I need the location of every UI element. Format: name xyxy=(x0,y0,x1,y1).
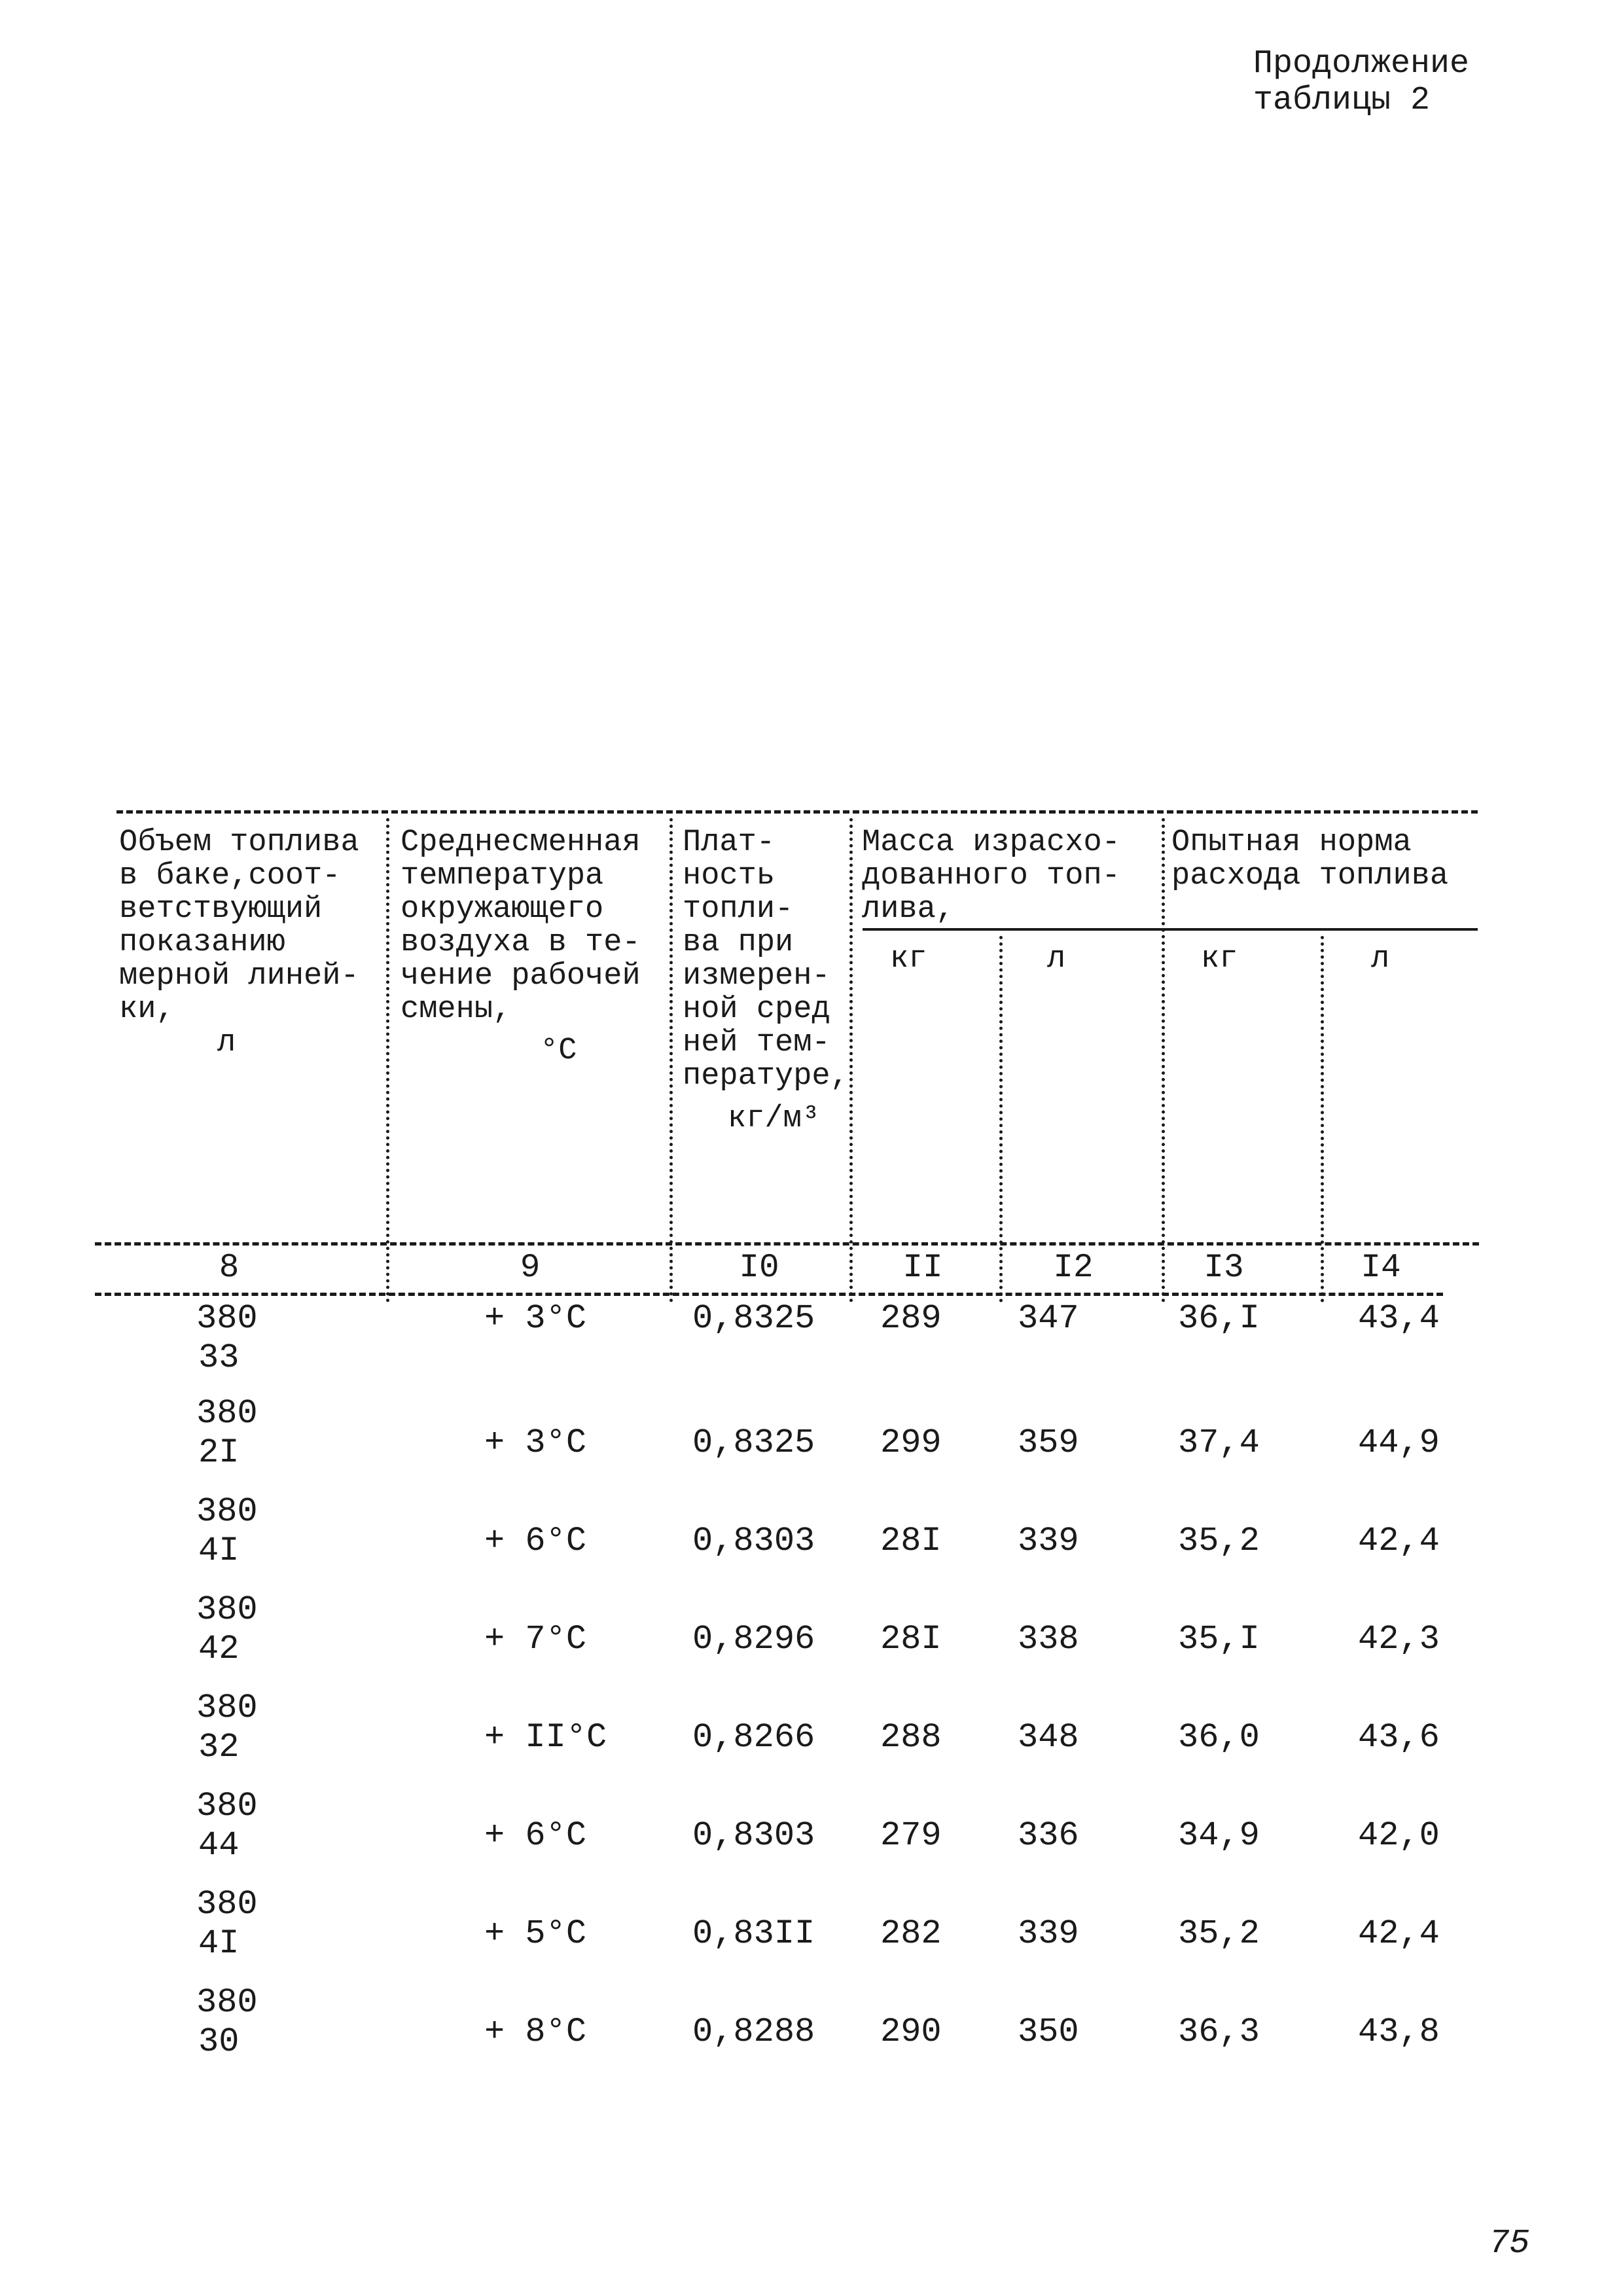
mass-kg-cell: 279 xyxy=(880,1816,942,1855)
fuel-volume-bottom: 32 xyxy=(198,1728,240,1767)
mass-kg-cell: 282 xyxy=(880,1914,942,1953)
mass-l-cell: 339 xyxy=(1018,1914,1079,1953)
col-separator xyxy=(999,936,1003,1302)
mass-l-cell: 359 xyxy=(1018,1424,1079,1462)
temperature-cell: + 3°С xyxy=(484,1299,587,1338)
norm-l-cell: 44,9 xyxy=(1358,1424,1440,1462)
density-cell: 0,8325 xyxy=(692,1424,815,1462)
column-number-12: I2 xyxy=(1053,1249,1094,1287)
column-numbers-bottom-rule xyxy=(95,1293,1443,1296)
col-separator xyxy=(1321,936,1324,1302)
header-fuel-volume: Объем топлива в баке,соот- ветствующий показанию мерной линей- ки, xyxy=(119,825,359,1027)
subheader-norm-kg: кг xyxy=(1201,942,1238,977)
column-number-8: 8 xyxy=(219,1249,240,1287)
mass-l-cell: 336 xyxy=(1018,1816,1079,1855)
col-separator xyxy=(386,818,389,1302)
column-number-9: 9 xyxy=(520,1249,541,1287)
mass-kg-cell: 28I xyxy=(880,1620,942,1659)
header-trial-consumption-norm: Опытная норма расхода топлива xyxy=(1171,825,1449,893)
header-avg-temperature: Среднесменная температура окружающего воздуха в те- чение рабочей смены, xyxy=(401,825,641,1027)
col-separator xyxy=(669,818,673,1302)
mass-kg-cell: 28I xyxy=(880,1522,942,1560)
mass-l-cell: 350 xyxy=(1018,2013,1079,2051)
mass-kg-cell: 299 xyxy=(880,1424,942,1462)
norm-kg-cell: 36,I xyxy=(1178,1299,1260,1338)
header-avg-temperature-unit: °С xyxy=(540,1033,577,1068)
norm-l-cell: 43,6 xyxy=(1358,1718,1440,1757)
density-cell: 0,83II xyxy=(692,1914,815,1953)
column-number-13: I3 xyxy=(1204,1249,1244,1287)
mass-l-cell: 348 xyxy=(1018,1718,1079,1757)
col-separator xyxy=(849,818,853,1302)
norm-l-cell: 42,0 xyxy=(1358,1816,1440,1855)
column-number-10: I0 xyxy=(739,1249,779,1287)
subheader-norm-l: л xyxy=(1371,942,1390,977)
fuel-volume-bottom: 33 xyxy=(198,1338,240,1377)
fuel-volume-top: 380 xyxy=(196,1787,258,1825)
header-fuel-density: Плат- ность топли- ва при измерен- ной сред ней тем- пературе, xyxy=(683,825,849,1094)
norm-l-cell: 42,3 xyxy=(1358,1620,1440,1659)
column-numbers-top-rule xyxy=(95,1242,1479,1246)
norm-l-cell: 42,4 xyxy=(1358,1522,1440,1560)
fuel-volume-bottom: 44 xyxy=(198,1826,240,1865)
norm-kg-cell: 36,0 xyxy=(1178,1718,1260,1757)
fuel-volume-top: 380 xyxy=(196,1983,258,2022)
fuel-volume-top: 380 xyxy=(196,1590,258,1629)
norm-kg-cell: 35,2 xyxy=(1178,1914,1260,1953)
temperature-cell: + 7°С xyxy=(484,1620,587,1659)
temperature-cell: + 5°С xyxy=(484,1914,587,1953)
mass-kg-cell: 290 xyxy=(880,2013,942,2051)
density-cell: 0,8266 xyxy=(692,1718,815,1757)
subheader-mass-l: л xyxy=(1047,942,1066,977)
column-number-11: II xyxy=(902,1249,943,1287)
temperature-cell: + 6°С xyxy=(484,1816,587,1855)
density-cell: 0,8296 xyxy=(692,1620,815,1659)
col-separator xyxy=(1162,818,1165,1302)
fuel-volume-bottom: 4I xyxy=(198,1924,240,1963)
norm-kg-cell: 36,3 xyxy=(1178,2013,1260,2051)
mass-l-cell: 338 xyxy=(1018,1620,1079,1659)
norm-kg-cell: 37,4 xyxy=(1178,1424,1260,1462)
page-number: 75 xyxy=(1489,2224,1530,2263)
fuel-volume-top: 380 xyxy=(196,1885,258,1924)
mass-kg-cell: 289 xyxy=(880,1299,942,1338)
density-cell: 0,8325 xyxy=(692,1299,815,1338)
mass-kg-cell: 288 xyxy=(880,1718,942,1757)
fuel-volume-top: 380 xyxy=(196,1394,258,1433)
fuel-volume-bottom: 30 xyxy=(198,2022,240,2061)
fuel-volume-bottom: 2I xyxy=(198,1433,240,1472)
norm-kg-cell: 35,I xyxy=(1178,1620,1260,1659)
mass-l-cell: 339 xyxy=(1018,1522,1079,1560)
fuel-volume-top: 380 xyxy=(196,1492,258,1531)
column-number-14: I4 xyxy=(1361,1249,1401,1287)
table-top-rule xyxy=(116,810,1478,814)
mass-l-cell: 347 xyxy=(1018,1299,1079,1338)
norm-kg-cell: 35,2 xyxy=(1178,1522,1260,1560)
fuel-volume-top: 380 xyxy=(196,1299,258,1338)
fuel-volume-top: 380 xyxy=(196,1689,258,1727)
norm-l-cell: 43,8 xyxy=(1358,2013,1440,2051)
header-fuel-volume-unit: л xyxy=(217,1026,236,1060)
density-cell: 0,8303 xyxy=(692,1522,815,1560)
fuel-volume-bottom: 42 xyxy=(198,1630,240,1668)
norm-l-cell: 43,4 xyxy=(1358,1299,1440,1338)
group-header-rule xyxy=(863,928,1478,931)
fuel-volume-bottom: 4I xyxy=(198,1532,240,1570)
temperature-cell: + 3°С xyxy=(484,1424,587,1462)
continuation-note: Продолжение таблицы 2 xyxy=(1253,45,1470,119)
header-spent-fuel-mass: Масса израсхо- дованного топ- лива, xyxy=(862,825,1120,927)
header-fuel-density-unit: кг/м³ xyxy=(728,1102,821,1136)
temperature-cell: + 8°С xyxy=(484,2013,587,2051)
temperature-cell: + 6°С xyxy=(484,1522,587,1560)
subheader-mass-kg: кг xyxy=(890,942,927,977)
density-cell: 0,8303 xyxy=(692,1816,815,1855)
density-cell: 0,8288 xyxy=(692,2013,815,2051)
temperature-cell: + II°С xyxy=(484,1718,607,1757)
norm-l-cell: 42,4 xyxy=(1358,1914,1440,1953)
norm-kg-cell: 34,9 xyxy=(1178,1816,1260,1855)
